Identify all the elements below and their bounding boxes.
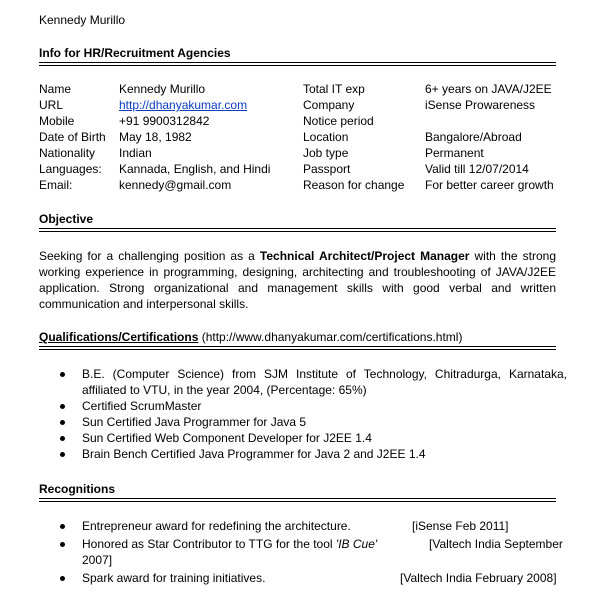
info-value: Kannada, English, and Hindi [119, 162, 271, 176]
info-label: Mobile [39, 114, 75, 128]
info-label: Name [39, 82, 72, 96]
recognition-text: Spark award for training initiatives. [82, 571, 266, 585]
list-item [0, 414, 598, 430]
bullet-icon [60, 372, 65, 377]
qualifications-title-text: Qualifications/Certifications [39, 330, 199, 344]
info-label: Date of Birth [39, 130, 106, 144]
list-item [0, 398, 598, 414]
info-label: Email: [39, 178, 73, 192]
bullet-icon [60, 576, 65, 581]
info-value: Kennedy Murillo [119, 82, 206, 96]
qualifications-section-title [39, 330, 462, 344]
info-label: URL [39, 98, 64, 112]
list-item-text: Brain Bench Certified Java Programmer for Java 2 and J2EE 1.4 [82, 447, 426, 461]
recognition-text: Honored as Star Contributor to TTG for the tool [82, 537, 336, 551]
bullet-icon [60, 436, 65, 441]
section-rule [39, 346, 556, 350]
list-item-text: B.E. (Computer Science) from SJM Institute of Technology, Chitradurga, Karnataka, affiliated to VTU, in the year 2004, (Percentage: 65%) [82, 367, 567, 397]
info-value: May 18, 1982 [119, 130, 192, 144]
objective-section-title: Objective [39, 212, 94, 226]
info-label: Nationality [39, 146, 96, 160]
list-item [0, 518, 598, 536]
info-label: Passport [303, 162, 351, 176]
list-item-text: Sun Certified Java Programmer for Java 5 [82, 415, 307, 429]
info-value: Permanent [425, 146, 484, 160]
list-item-text: Sun Certified Web Component Developer for J2EE 1.4 [82, 431, 372, 445]
bullet-icon [60, 542, 65, 547]
list-item [0, 430, 598, 446]
info-value: For better career growth [425, 178, 554, 192]
bullet-icon [60, 524, 65, 529]
qualifications-url: (http://www.dhanyakumar.com/certifications.html) [198, 330, 463, 344]
objective-role: Technical Architect/Project Manager [259, 249, 470, 263]
info-label: Location [303, 130, 349, 144]
objective-paragraph [39, 248, 556, 312]
info-label: Notice period [303, 114, 374, 128]
list-item-text: Certified ScrumMaster [82, 399, 202, 413]
list-item [0, 570, 598, 588]
info-row [0, 146, 598, 162]
info-label: Reason for change [303, 178, 405, 192]
objective-text-post: with the strong working experience in programming, designing, architecting and troubleshooting of JAVA/J2EE application. Strong organizational and management skills with good verbal and written communication and interpersonal skills. [39, 249, 557, 311]
recognition-date: [iSense Feb 2011] [412, 519, 509, 533]
info-row [0, 162, 598, 178]
info-row [0, 98, 598, 114]
qualifications-list [0, 366, 598, 462]
recognition-date-cont: 2007] [82, 553, 113, 567]
bullet-icon [60, 452, 65, 457]
info-row [0, 114, 598, 130]
list-item [0, 446, 598, 462]
recognition-tool-name: 'IB Cue' [335, 537, 378, 551]
info-row [0, 82, 598, 98]
recognition-date: [Valtech India February 2008] [400, 571, 557, 585]
recognition-text: Entrepreneur award for redefining the architecture. [82, 519, 351, 533]
info-value: +91 9900312842 [119, 114, 210, 128]
info-value: Valid till 12/07/2014 [425, 162, 529, 176]
info-label: Job type [303, 146, 349, 160]
header-name: Kennedy Murillo [39, 13, 126, 27]
info-value: iSense Prowareness [425, 98, 536, 112]
website-link[interactable]: http://dhanyakumar.com [119, 98, 248, 112]
info-section-title: Info for HR/Recruitment Agencies [39, 46, 231, 60]
recognition-date: [Valtech India September [429, 537, 563, 551]
bullet-icon [60, 404, 65, 409]
recognitions-section-title: Recognitions [39, 482, 116, 496]
section-rule [39, 228, 556, 232]
list-item [0, 366, 598, 398]
section-rule [39, 498, 556, 502]
bullet-icon [60, 420, 65, 425]
info-label: Company [303, 98, 355, 112]
list-item [0, 536, 598, 570]
info-value: Indian [119, 146, 152, 160]
info-row [0, 130, 598, 146]
info-label: Languages: [39, 162, 102, 176]
objective-text-pre: Seeking for a challenging position as a [39, 249, 260, 263]
section-rule [39, 62, 556, 66]
recognitions-list [0, 518, 598, 588]
info-label: Total IT exp [303, 82, 365, 96]
info-value: 6+ years on JAVA/J2EE [425, 82, 552, 96]
info-row [0, 178, 598, 194]
info-value: Bangalore/Abroad [425, 130, 522, 144]
email-value: kennedy@gmail.com [119, 178, 232, 192]
